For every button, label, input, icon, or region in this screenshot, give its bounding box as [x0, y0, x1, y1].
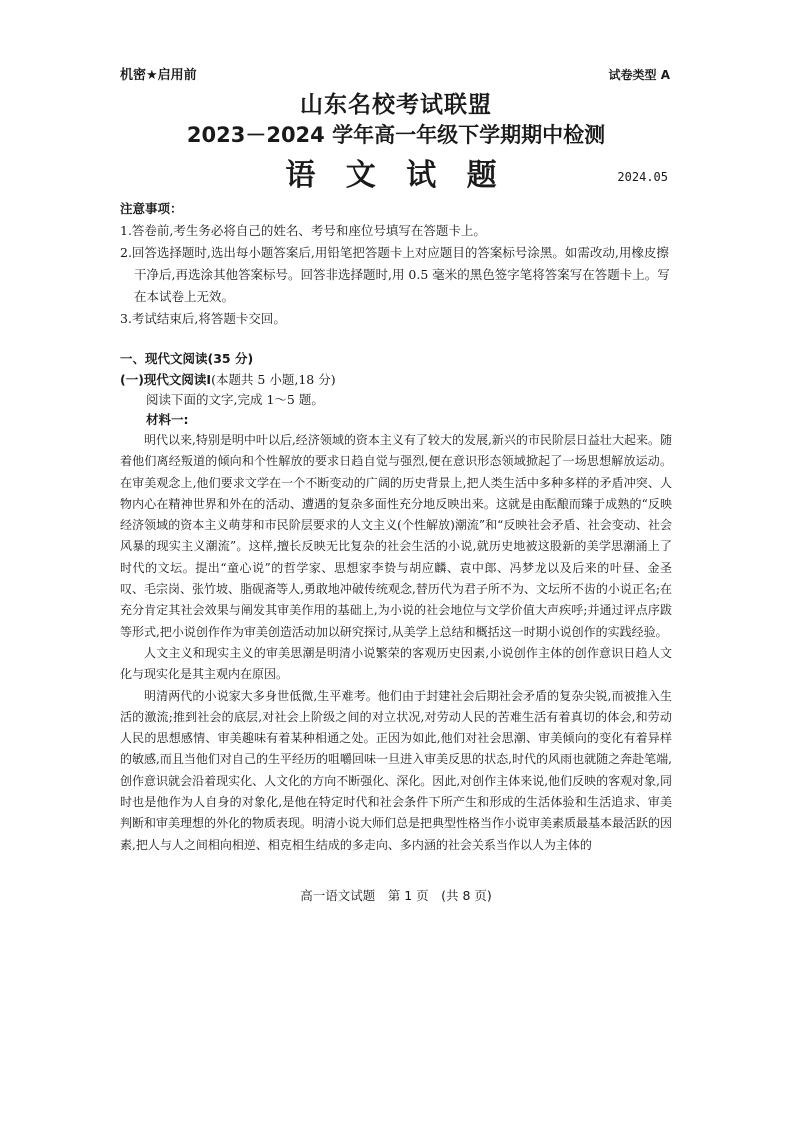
instructions-block — [120, 198, 680, 330]
instruction-item: 3.考试结束后,将答题卡交回。 — [120, 311, 286, 326]
subsection-heading — [120, 370, 336, 388]
subsection-score: (本题共 5 小题,18 分) — [211, 372, 336, 387]
instruction-item: 1.答卷前,考生务必将自己的姓名、考号和座位号填写在答题卡上。 — [120, 223, 486, 238]
passage-paragraph: 人文主义和现实主义的审美思潮是明清小说繁荣的客观历史因素,小说创作主体的创作意识日趋人文化与现实化是其主观内在原因。 — [120, 645, 672, 682]
material-label: 材料一: — [146, 412, 189, 427]
instructions-heading: 注意事项： — [120, 201, 183, 216]
page-footer: 高一语文试题 第 1 页 (共 8 页) — [300, 888, 492, 903]
confidential-label: 机密★启用前 — [120, 68, 197, 83]
exam-date: 2024.05 — [617, 170, 668, 184]
section-heading: 一、现代文阅读(35 分) — [120, 351, 254, 366]
passage-paragraph: 明清两代的小说家大多身世低微,生平难考。他们由于封建社会后期社会矛盾的复杂尖锐,而被推入生活的激流;推到社会的底层,对社会上阶级之间的对立状况,对劳动人民的苦难生活有着真切的体会,和劳动人民的思想感情、审美趣味有着某种相通之处。正因为如此,他们对社会思潮、审美倾向的变化有着异样的敏感,而且当他们对自己的生平经历的咀嚼回味一旦进入审美反思的状态,时代的风雨也就随之奔赴笔端,创作意识就会沿着现实化、人文化的方向不断强化、深化。因此,对创作主体来说,他们反映的客观对象,同时也是他作为人自身的对象化,是他在特定时代和社会条件下所产生和形成的生活体验和生活追求、审美判断和审美理想的外化的物质表现。明清小说大师们总是把典型性格当作小说审美素质最基本最活跃的因素,把人与人之间相向相逆、相克相生结成的多走向、多内涵的社会关系当作以人为主体的 — [120, 688, 673, 852]
instruction-item: 2.回答选择题时,选出每小题答案后,用铅笔把答题卡上对应题目的答案标号涂黑。如需改动,用橡皮擦干净后,再选涂其他答案标号。回答非选择题时,用 0.5 毫米的黑色签字笔将答案写在答题卡上。写在本试卷上无效。 — [120, 245, 670, 304]
subsection-title: (一)现代文阅读Ⅰ — [120, 372, 212, 387]
passage-paragraph: 明代以来,特别是明中叶以后,经济领域的资本主义有了较大的发展,新兴的市民阶层日益壮大起来。随着他们离经叛道的倾向和个性解放的要求日趋自觉与强烈,便在意识形态领域掀起了一场思想解放运动。在审美观念上,他们要求文学在一个不断变动的广阔的历史背景上,把人类生活中多种多样的矛盾冲突、人物内心在精神世界和外在的活动、遭遇的复杂多面性充分地反映出来。这就是由酝酿而臻于成熟的“反映经济领域的资本主义萌芽和市民阶层要求的人文主义(个性解放)潮流”和“反映社会矛盾、社会变动、社会风暴的现实主义潮流”。这样,擅长反映无比复杂的社会生活的小说,就历史地被这股新的美学思潮涌上了时代的文坛。提出“童心说”的哲学家、思想家李贽与胡应麟、袁中郎、冯梦龙以及后来的叶昼、金圣叹、毛宗岗、张竹坡、脂砚斋等人,勇敢地冲破传统观念,替历代为君子所不为、文坛所不齿的小说正名;在充分肯定其社会效果与阐发其审美作用的基础上,为小说的社会地位与文学价值大声疾呼;并通过评点序跋等形式,把小说创作作为审美创造活动加以研究探讨,从美学上总结和概括这一时期小说创作的实践经验。 — [120, 433, 672, 639]
reading-instruction: 阅读下面的文字,完成 1～5 题。 — [146, 392, 324, 407]
paper-type-label: 试卷类型 A — [608, 68, 670, 82]
subject-title: 语 文 试 题 — [285, 158, 507, 193]
passage-body — [120, 430, 672, 856]
exam-title: 2023－2024 学年高一年级下学期期中检测 — [186, 123, 606, 147]
organizer-title: 山东名校考试联盟 — [300, 92, 492, 118]
